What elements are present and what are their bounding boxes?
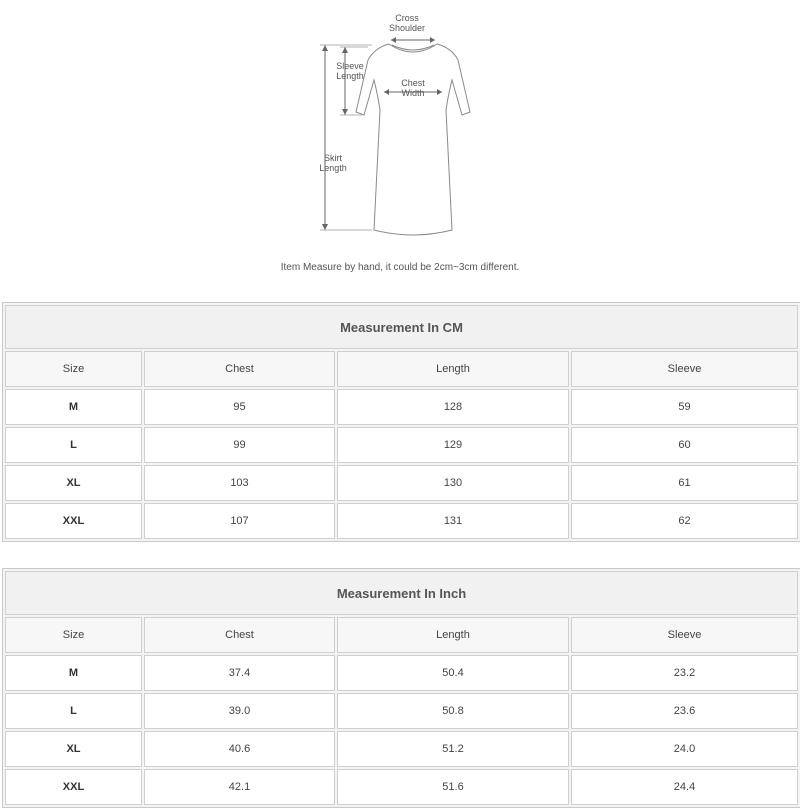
column-header-size: Size <box>5 351 142 387</box>
chest-cell: 95 <box>144 389 335 425</box>
cross-shoulder-label <box>388 13 426 33</box>
length-cell: 129 <box>337 427 569 463</box>
chest-cell: 37.4 <box>144 655 335 691</box>
sleeve-length-label-line2: Length <box>336 71 364 81</box>
sleeve-cell: 61 <box>571 465 798 501</box>
sleeve-cell: 62 <box>571 503 798 539</box>
chest-cell: 39.0 <box>144 693 335 729</box>
length-cell: 51.2 <box>337 731 569 767</box>
table-row <box>5 427 798 463</box>
chest-cell: 103 <box>144 465 335 501</box>
table-title: Measurement In Inch <box>5 571 798 615</box>
dress-outline-icon <box>0 0 800 290</box>
column-header-chest: Chest <box>144 617 335 653</box>
chest-cell: 40.6 <box>144 731 335 767</box>
size-table-cm <box>2 302 800 542</box>
sleeve-length-label-line1: Sleeve <box>336 61 364 71</box>
size-table-inch <box>2 568 800 808</box>
length-cell: 128 <box>337 389 569 425</box>
table-row <box>5 389 798 425</box>
chest-width-label-line2: Width <box>401 88 425 98</box>
length-cell: 50.8 <box>337 693 569 729</box>
column-header-size: Size <box>5 617 142 653</box>
sleeve-cell: 24.4 <box>571 769 798 805</box>
chest-width-label-line1: Chest <box>401 78 425 88</box>
size-cell: XXL <box>5 769 142 805</box>
column-header-sleeve: Sleeve <box>571 617 798 653</box>
measurement-note: Item Measure by hand, it could be 2cm~3cm different. <box>280 262 520 273</box>
skirt-length-label-line1: Skirt <box>324 153 342 163</box>
chest-cell: 107 <box>144 503 335 539</box>
cross-shoulder-label-line2: Shoulder <box>388 23 426 33</box>
skirt-length-label <box>314 153 352 173</box>
size-cell: XL <box>5 465 142 501</box>
table-title: Measurement In CM <box>5 305 798 349</box>
dress-measurement-diagram <box>0 0 800 290</box>
sleeve-cell: 23.6 <box>571 693 798 729</box>
cross-shoulder-label-line1: Cross <box>395 13 419 23</box>
sleeve-length-label <box>333 61 367 81</box>
sleeve-cell: 59 <box>571 389 798 425</box>
size-cell: XXL <box>5 503 142 539</box>
size-cell: M <box>5 655 142 691</box>
size-cell: XL <box>5 731 142 767</box>
column-header-sleeve: Sleeve <box>571 351 798 387</box>
sleeve-cell: 60 <box>571 427 798 463</box>
column-header-chest: Chest <box>144 351 335 387</box>
table-row <box>5 465 798 501</box>
table-row <box>5 693 798 729</box>
length-cell: 51.6 <box>337 769 569 805</box>
column-header-length: Length <box>337 351 569 387</box>
sleeve-cell: 24.0 <box>571 731 798 767</box>
table-row <box>5 731 798 767</box>
chest-width-label <box>396 78 430 98</box>
table-row <box>5 503 798 539</box>
length-cell: 130 <box>337 465 569 501</box>
size-cell: L <box>5 427 142 463</box>
table-header-row <box>5 617 798 653</box>
chest-cell: 99 <box>144 427 335 463</box>
sleeve-cell: 23.2 <box>571 655 798 691</box>
column-header-length: Length <box>337 617 569 653</box>
table-row <box>5 655 798 691</box>
chest-cell: 42.1 <box>144 769 335 805</box>
skirt-length-label-line2: Length <box>319 163 347 173</box>
length-cell: 131 <box>337 503 569 539</box>
table-header-row <box>5 351 798 387</box>
size-cell: M <box>5 389 142 425</box>
size-cell: L <box>5 693 142 729</box>
length-cell: 50.4 <box>337 655 569 691</box>
